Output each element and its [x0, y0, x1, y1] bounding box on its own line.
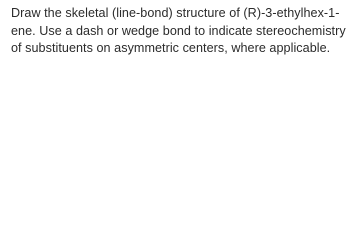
question-text [11, 5, 346, 58]
question-line-2: ene. Use a dash or wedge bond to indicate stereochemistry [11, 23, 346, 38]
question-line-1: Draw the skeletal (line-bond) structure of (R)-3-ethylhex-1- [11, 6, 340, 20]
question-line-3: of substituents on asymmetric centers, where applicable. [11, 41, 331, 55]
